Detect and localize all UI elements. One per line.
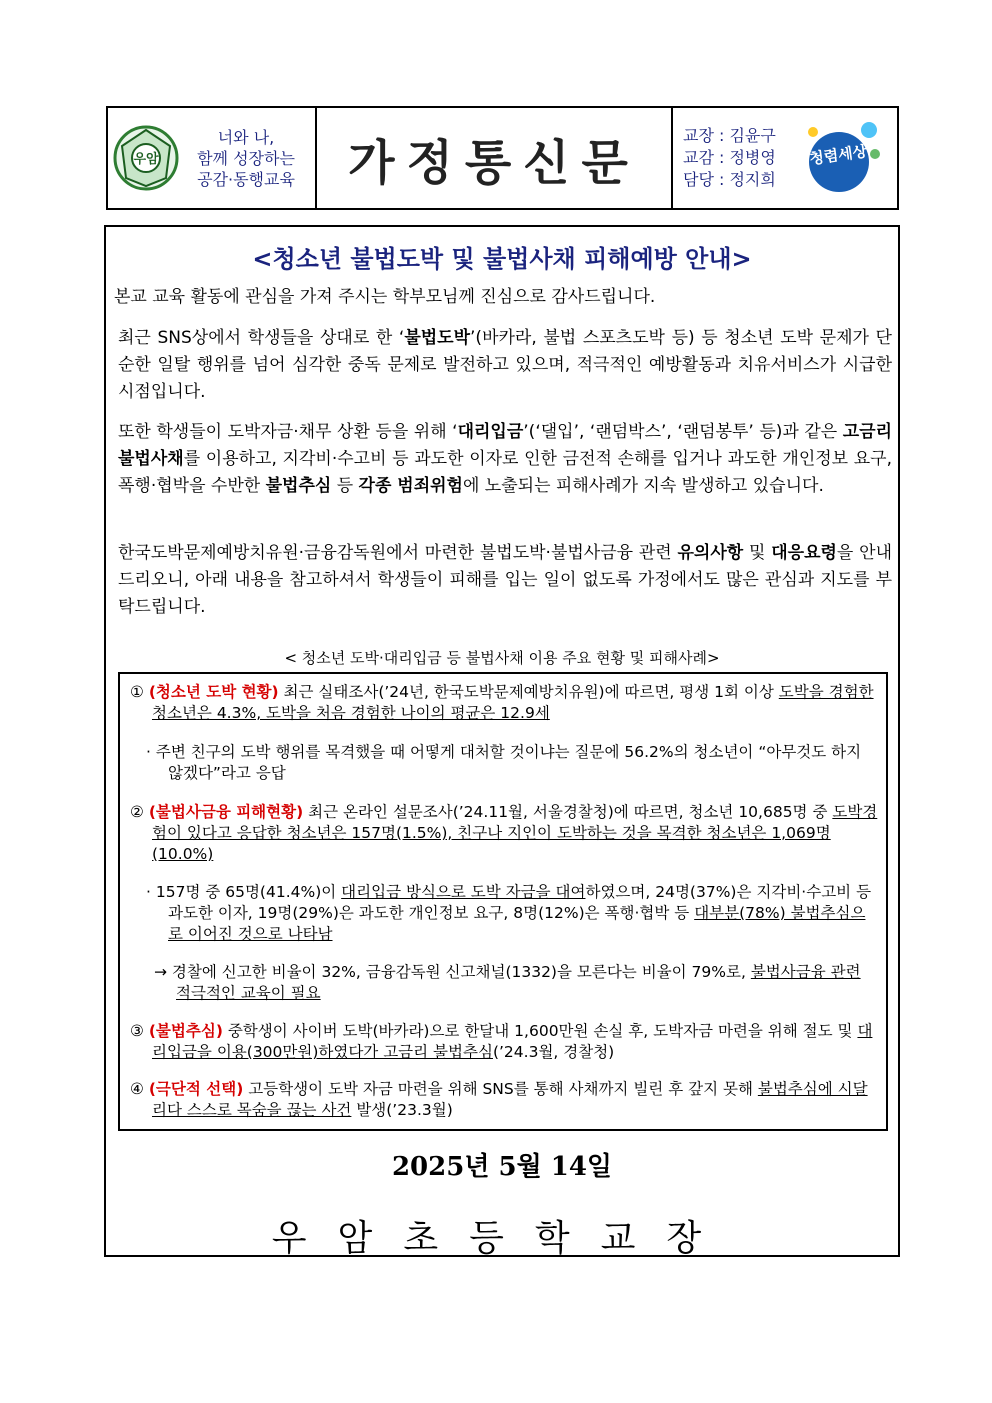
case-2-detail xyxy=(146,882,878,945)
p3-bold: 대응요령 xyxy=(771,543,837,563)
newsletter-header xyxy=(106,106,899,210)
case-number: ① xyxy=(130,683,144,701)
p2-text: 등 xyxy=(331,476,359,496)
p1-text: ’(바카라, 불법 스포츠도박 등) 등 청소년 도박 문제가 단순한 일탈 행위를 넘어 심각한 중독 문제로 발전하고 있으며, 적극적인 예방활동과 치유서비스가 시급한 시점입니다. xyxy=(118,328,892,402)
p2-text: ’(‘댈입’, ‘랜덤박스’, ‘랜덤봉투’ 등)과 같은 xyxy=(523,422,843,442)
p3-text: 을 안내드리오니, 아래 내용을 참고하셔서 학생들이 피해를 입는 일이 없도록 가정에서도 많은 관심과 지도를 부탁드립니다. xyxy=(118,543,892,617)
case-label: (불법사금융 피해현황) xyxy=(148,803,304,821)
p3-text: 한국도박문제예방치유원·금융감독원에서 마련한 불법도박·불법사금융 관련 xyxy=(118,543,678,563)
integrity-emblem xyxy=(805,116,885,200)
case-highlight: 도박경험이 있다고 응답한 청소년은 157명(1.5%), 친구나 지인이 도박하는 것을 목격한 청소년은 1,069명(10.0%) xyxy=(152,803,878,863)
case-number: ③ xyxy=(130,1022,144,1040)
case-number: ② xyxy=(130,803,144,821)
staff-cell xyxy=(673,108,897,208)
case-label: (청소년 도박 현황) xyxy=(148,683,279,701)
case-number: ④ xyxy=(130,1080,144,1098)
case-highlight: 불법사금융 관련 적극적인 교육이 필요 xyxy=(176,963,861,1002)
p2-bold: 고금리 불법사채 xyxy=(118,422,893,469)
case-text: 최근 온라인 설문조사(’24.11월, 서울경찰청)에 따르면, 청소년 10,685명 중 xyxy=(303,803,833,821)
case-text: 하였으며, 24명(37%)은 지각비·수고비 등 과도한 이자, 19명(29%)은 과도한 개인정보 요구, 8명(12%)은 폭행·협박 등 xyxy=(168,883,872,922)
case-text: 고등학생이 도박 자금 마련을 위해 SNS를 통해 사채까지 빌린 후 갚지 못해 xyxy=(243,1080,758,1098)
staff-list xyxy=(683,125,803,191)
slogan-line: 너와 나, xyxy=(217,127,275,147)
slogan-line: 공감·동행교육 xyxy=(197,169,295,189)
case-label: (극단적 선택) xyxy=(148,1080,244,1098)
school-slogan xyxy=(182,127,310,190)
p1-text: 최근 SNS상에서 학생들을 상대로 한 ‘ xyxy=(118,328,405,348)
p3-bold: 유의사항 xyxy=(677,543,744,563)
staff-principal: 교장 : 김윤구 xyxy=(683,126,776,145)
case-highlight: 대부분(78%) 불법추심으로 이어진 것으로 나타남 xyxy=(168,904,866,943)
p2-bold: 각종 범죄위험 xyxy=(358,476,463,496)
issue-date: 2025년 5월 14일 xyxy=(391,1152,613,1182)
p2-text: 또한 학생들이 도박자금·채무 상환 등을 위해 ‘ xyxy=(118,422,458,442)
notice-body xyxy=(104,225,900,1257)
greeting: 본교 교육 활동에 관심을 가져 주시는 학부모님께 진심으로 감사드립니다. xyxy=(114,287,656,307)
principal-signature: 우암초등학교장 xyxy=(271,1218,733,1259)
p2-bold: 불법추심 xyxy=(265,476,332,496)
case-1-detail: · 주변 친구의 도박 행위를 목격했을 때 어떻게 대처할 것이냐는 질문에 56.2%의 청소년이 “아무것도 하지 않겠다”라고 응답 xyxy=(146,743,862,782)
case-highlight: 도박을 경험한 청소년은 4.3%, 도박을 처음 경험한 나이의 평균은 12.9세 xyxy=(152,683,874,722)
p2-bold: 대리입금 xyxy=(457,422,524,442)
p1-bold: 불법도박 xyxy=(404,328,471,348)
p3-text: 및 xyxy=(743,543,772,563)
case-text: 최근 실태조사(’24년, 한국도박문제예방치유원)에 따르면, 평생 1회 이상 xyxy=(278,683,779,701)
case-highlight: 대리입금 방식으로 도박 자금을 대여 xyxy=(341,883,586,901)
staff-vice-principal: 교감 : 정병영 xyxy=(683,148,776,167)
case-text: · 157명 중 65명(41.4%)이 xyxy=(146,883,342,901)
paragraph-3 xyxy=(118,540,892,621)
case-highlight: 대리입금을 이용(300만원)하였다가 고금리 불법추심 xyxy=(152,1022,873,1061)
case-2-conclusion xyxy=(154,962,878,1004)
cases-box xyxy=(118,672,888,1131)
case-text: (’24.3월, 경찰청) xyxy=(492,1043,615,1061)
p2-text: 에 노출되는 피해사례가 지속 발생하고 있습니다. xyxy=(462,476,824,496)
cases-title: < 청소년 도박·대리입금 등 불법사채 이용 주요 현황 및 피해사례> xyxy=(284,649,720,667)
school-identity-cell xyxy=(108,108,317,208)
notice-title: <청소년 불법도박 및 불법사채 피해예방 안내> xyxy=(252,245,752,273)
staff-contact: 담당 : 정지희 xyxy=(683,170,776,189)
emblem-text: 청렴세상 xyxy=(808,142,869,168)
newsletter-title: 가정통신문 xyxy=(348,134,640,191)
case-text: 발생(’23.3월) xyxy=(351,1101,453,1119)
p2-text: 를 이용하고, 지각비·수고비 등 과도한 이자로 인한 금전적 손해를 입거나 과도한 개인정보 요구, 폭행·협박을 수반한 xyxy=(118,449,892,496)
slogan-line: 함께 성장하는 xyxy=(197,148,295,168)
case-2 xyxy=(130,802,878,865)
school-logo xyxy=(112,124,180,192)
paragraph-1 xyxy=(118,325,892,406)
case-label: (불법추심) xyxy=(148,1022,223,1040)
case-highlight: 불법추심에 시달리다 스스로 목숨을 끊는 사건 xyxy=(152,1080,868,1119)
case-4 xyxy=(130,1079,878,1121)
title-cell xyxy=(317,108,673,208)
case-1 xyxy=(130,682,878,724)
case-text: 중학생이 사이버 도박(바카라)으로 한달내 1,600만원 손실 후, 도박자금 마련을 위해 절도 및 xyxy=(222,1022,858,1040)
case-text: → 경찰에 신고한 비율이 32%, 금융감독원 신고채널(1332)을 모른다는 비율이 79%로, xyxy=(154,963,751,981)
paragraph-2 xyxy=(118,419,892,500)
logo-text: 우암 xyxy=(133,152,159,167)
case-3 xyxy=(130,1021,878,1063)
